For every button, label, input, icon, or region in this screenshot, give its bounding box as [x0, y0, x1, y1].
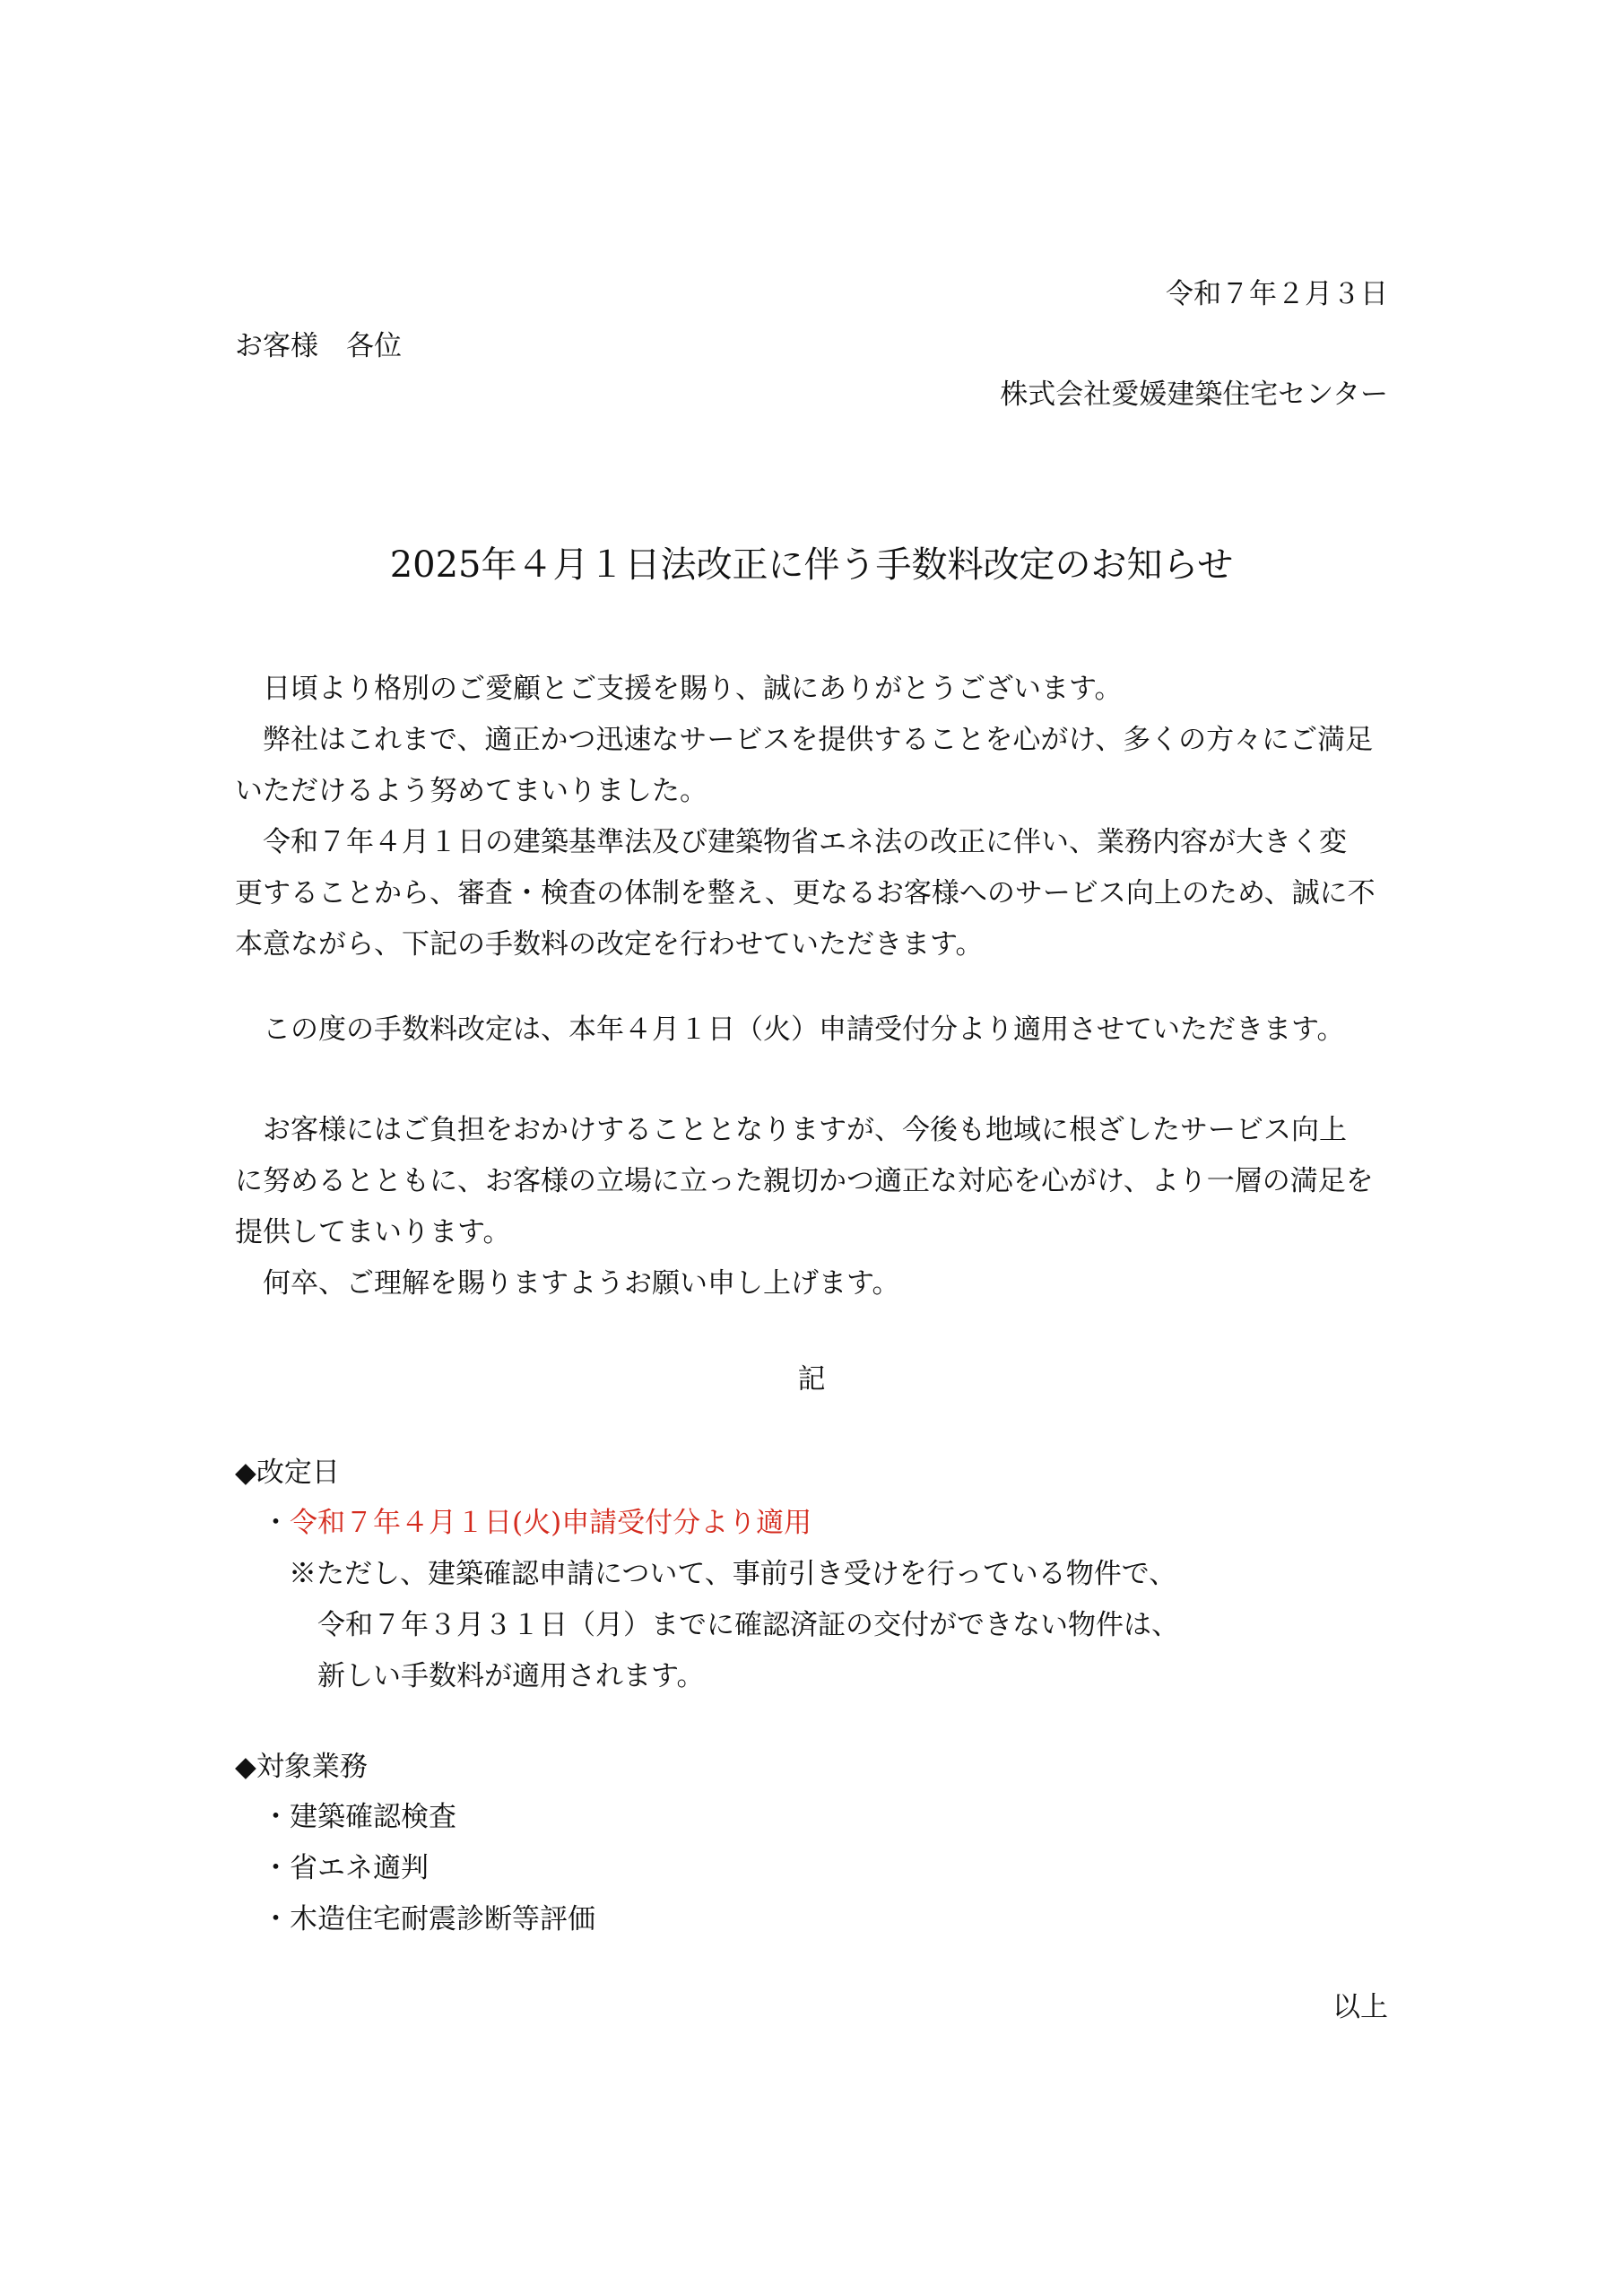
service-item: ・建築確認検査 — [262, 1801, 456, 1833]
revision-note-line-3: 新しい手数料が適用されます。 — [317, 1660, 705, 1692]
revision-date-heading: ◆改定日 — [235, 1457, 340, 1489]
document-title: 2025年４月１日法改正に伴う手数料改定のお知らせ — [389, 544, 1234, 586]
bullet-mark: ・ — [262, 1507, 290, 1539]
revision-note-line-1: ※ただし、建築確認申請について、事前引き受けを行っている物件で、 — [289, 1558, 1177, 1590]
closing-remark: 以上 — [1332, 1991, 1388, 2023]
body-paragraph-3-line-2: 更することから、審査・検査の体制を整え、更なるお客様へのサービス向上のため、誠に不 — [235, 877, 1376, 909]
body-paragraph-2-line-1: 弊社はこれまで、適正かつ迅速なサービスを提供することを心がけ、多くの方々にご満足 — [235, 724, 1374, 756]
body-paragraph-5-line-2: に努めるとともに、お客様の立場に立った親切かつ適正な対応を心がけ、より一層の満足を — [235, 1165, 1374, 1197]
revision-date-bullet — [262, 1505, 812, 1541]
sender-company: 株式会社愛媛建築住宅センター — [1000, 378, 1388, 411]
recipient: お客様 各位 — [235, 330, 402, 362]
issue-date: 令和７年２月３日 — [1166, 278, 1388, 310]
body-paragraph-3-line-1: 令和７年４月１日の建築基準法及び建築物省エネ法の改正に伴い、業務内容が大きく変 — [235, 826, 1347, 858]
body-paragraph-2-line-2: いただけるよう努めてまいりました。 — [235, 775, 707, 807]
body-paragraph-1: 日頃より格別のご愛顧とご支援を賜り、誠にありがとうございます。 — [235, 673, 1123, 705]
body-paragraph-3-line-3: 本意ながら、下記の手数料の改定を行わせていただきます。 — [235, 928, 984, 961]
body-paragraph-5-line-1: お客様にはご負担をおかけすることとなりますが、今後も地域に根ざしたサービス向上 — [235, 1114, 1347, 1146]
revision-note-line-2: 令和７年３月３１日（月）までに確認済証の交付ができない物件は、 — [317, 1609, 1179, 1641]
body-paragraph-6: 何卒、ご理解を賜りますようお願い申し上げます。 — [235, 1267, 900, 1300]
body-paragraph-4: この度の手数料改定は、本年４月１日（火）申請受付分より適用させていただきます。 — [235, 1013, 1345, 1046]
service-item: ・木造住宅耐震診断等評価 — [262, 1903, 595, 1935]
target-services-heading: ◆対象業務 — [235, 1751, 368, 1783]
revision-date-highlight: 令和７年４月１日(火)申請受付分より適用 — [290, 1507, 812, 1539]
service-item: ・省エネ適判 — [262, 1852, 429, 1884]
ki-marker: 記 — [797, 1363, 826, 1396]
body-paragraph-5-line-3: 提供してまいります。 — [235, 1216, 511, 1248]
